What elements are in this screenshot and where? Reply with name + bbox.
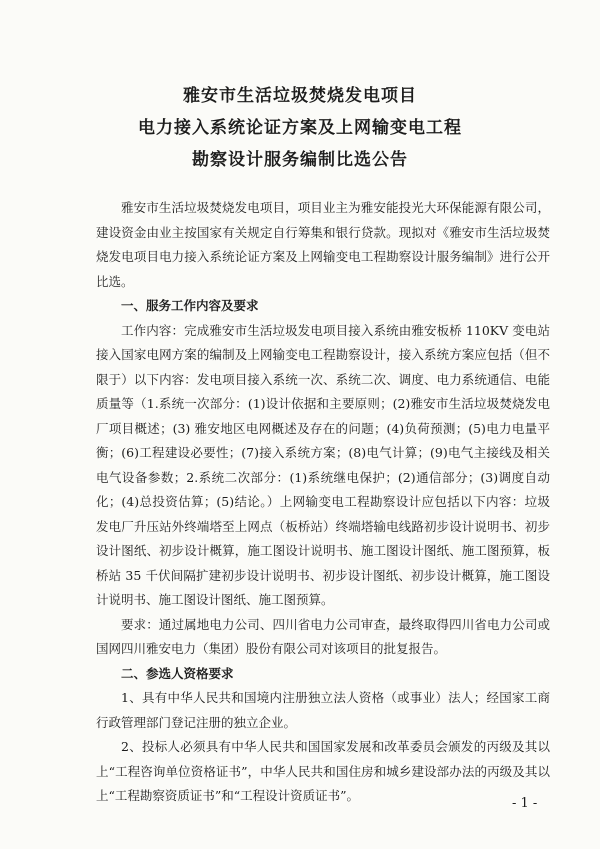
- title-line-3: 勘察设计服务编制比选公告: [192, 150, 408, 170]
- work-content-paragraph: 工作内容：完成雅安市生活垃圾发电项目接入系统由雅安板桥 110KV 变电站接入国家电网方案的编制及上网输变电工程勘察设计，接入系统方案应包括（但不限于）以下内容：发电项目接入系统一次、系统二次、调度、电力系统通信、电能质量等（1.系统一次部分：(1)设计依据和主要原则；(2)雅安市生活垃圾焚烧发电厂项目概述；(3) 雅安地区电网概述及存在的问题；(4)负荷预测；(5)电力电量平衡；(6)工程建设必要性；(7)接入系统方案；(8)电气计算；(9)电气主接线及相关电气设备参数；2.系统二次部分：(1)系统继电保护；(2)通信部分；(3)调度自动化；(4)总投资估算；(5)结论。）上网输变电工程勘察设计应包括以下内容：垃圾发电厂升压站外终端塔至上网点（板桥站）终端塔输电线路初步设计说明书、初步设计图纸、初步设计概算，施工图设计说明书、施工图设计图纸、施工图预算，板桥站 35 千伏间隔扩建初步设计说明书、初步设计图纸、初步设计概算，施工图设计说明书、施工图设计图纸、施工图预算。: [96, 322, 550, 607]
- requirement-paragraph: 要求：通过属地电力公司、四川省电力公司审查，最终取得四川省电力公司或国网四川雅安电力（集团）股份有限公司对该项目的批复报告。: [96, 616, 550, 656]
- title-line-1: 雅安市生活垃圾焚烧发电项目: [183, 86, 417, 106]
- page-number: - 1 -: [512, 796, 538, 811]
- document-title: [0, 80, 600, 176]
- qualification-item-1: 1、具有中华人民共和国境内注册独立法人资格（或事业）法人；经国家工商行政管理部门登记注册的独立企业。: [96, 690, 550, 730]
- qualification-item-2: 2、投标人必须具有中华人民共和国国家发展和改革委员会颁发的丙级及其以上“工程咨询单位资格证书”，中华人民共和国住房和城乡建设部办法的丙级及其以上“工程勘察资质证书”和“工程设计资质证书”。: [96, 739, 550, 803]
- intro-paragraph: 雅安市生活垃圾焚烧发电项目，项目业主为雅安能投光大环保能源有限公司，建设资金由业主按国家有关规定自行筹集和银行贷款。现拟对《雅安市生活垃圾焚烧发电项目电力接入系统论证方案及上网输变电工程勘察设计服务编制》进行公开比选。: [96, 200, 550, 289]
- section-1-heading: 一、服务工作内容及要求: [121, 298, 259, 313]
- title-line-2: 电力接入系统论证方案及上网输变电工程: [138, 118, 462, 138]
- section-2-heading: 二、参选人资格要求: [121, 665, 234, 681]
- document-body: [96, 196, 550, 809]
